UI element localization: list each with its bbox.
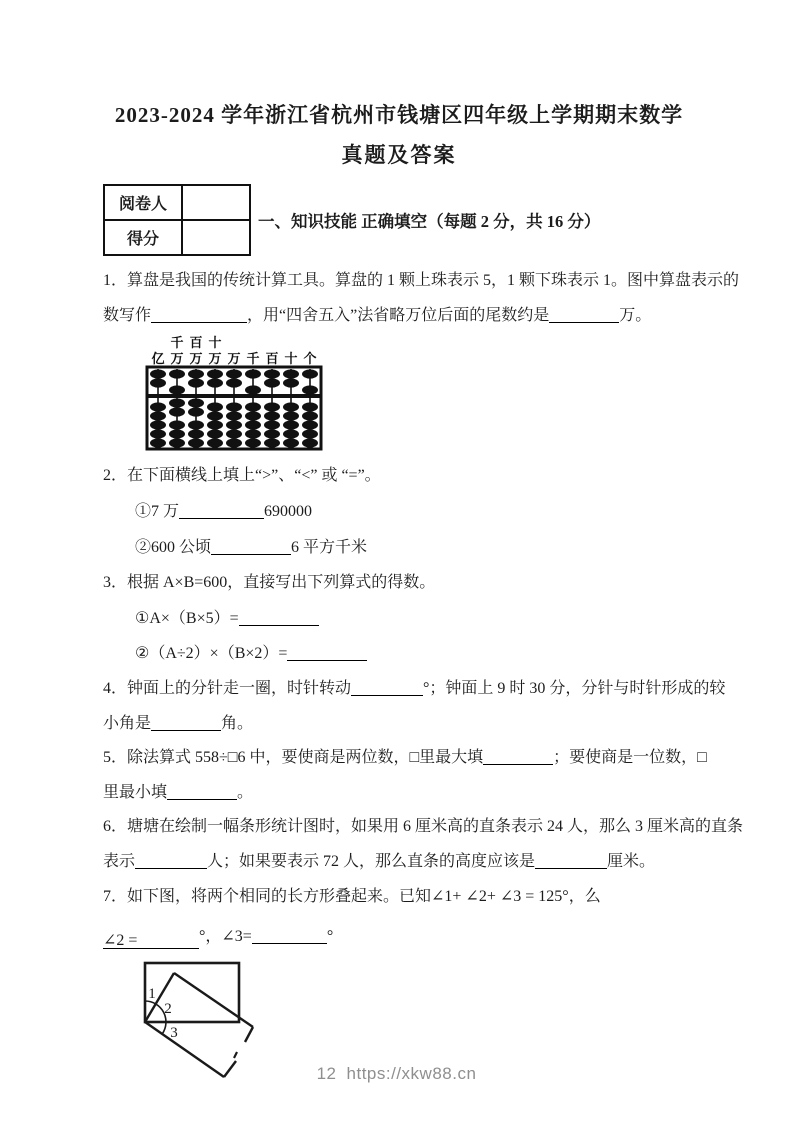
question-7-line-2 xyxy=(103,926,695,949)
q4-text: 角。 xyxy=(221,715,254,732)
abacus-bead xyxy=(264,420,280,429)
abacus-bead xyxy=(302,420,318,429)
abacus-bead xyxy=(264,438,280,447)
abacus-bead xyxy=(169,429,185,438)
abacus-column-label: 万 xyxy=(227,351,241,366)
abacus-bead xyxy=(150,420,166,429)
abacus-column-label: 个 xyxy=(303,351,317,366)
answer-blank xyxy=(179,502,264,519)
abacus-bead xyxy=(283,369,299,378)
abacus-bead xyxy=(264,402,280,411)
abacus-bead xyxy=(188,398,204,407)
answer-blank xyxy=(351,679,423,696)
answer-blank xyxy=(535,852,607,869)
abacus-bead xyxy=(169,420,185,429)
question-4-line-2 xyxy=(103,713,695,735)
abacus-bead xyxy=(264,378,280,387)
abacus-bead xyxy=(226,378,242,387)
abacus-bead xyxy=(207,438,223,447)
abacus-bead xyxy=(264,369,280,378)
q3-text: ②（A÷2）×（B×2）= xyxy=(135,645,288,662)
abacus-bead xyxy=(207,420,223,429)
abacus-column-label: 百 xyxy=(189,335,203,350)
answer-blank xyxy=(151,306,247,323)
abacus-bead xyxy=(207,429,223,438)
grader-label-cell: 阅卷人 xyxy=(104,185,182,220)
abacus-bead xyxy=(226,402,242,411)
abacus-bead xyxy=(150,369,166,378)
answer-blank xyxy=(287,644,367,661)
abacus-bead xyxy=(150,438,166,447)
abacus-column-label: 亿 xyxy=(151,351,165,366)
abacus-bead xyxy=(302,438,318,447)
angle-label-3: 3 xyxy=(170,1025,178,1041)
abacus-bead xyxy=(188,407,204,416)
abacus-column-label: 百 xyxy=(265,351,279,366)
abacus-column-label: 万 xyxy=(189,351,203,366)
q2-text: 6 平方千米 xyxy=(291,539,368,556)
question-1-line-2 xyxy=(103,305,695,327)
abacus-bead xyxy=(302,429,318,438)
q2-text: ②600 公顷 xyxy=(135,539,212,556)
q1-text: 万。 xyxy=(619,307,652,324)
answer-blank xyxy=(211,538,291,555)
abacus-bead xyxy=(245,385,261,394)
abacus-column-label: 千 xyxy=(246,351,260,366)
abacus-bead xyxy=(188,369,204,378)
q5-text: 。 xyxy=(237,784,254,801)
answer-blank-with-label xyxy=(103,930,199,949)
q4-text: 4．钟面上的分针走一圈，时针转动 xyxy=(103,680,352,697)
question-2-item-2 xyxy=(135,537,695,559)
q1-text: ，用“四舍五入”法省略万位后面的尾数约是 xyxy=(247,307,550,324)
abacus-bead xyxy=(226,411,242,420)
q6-text: 人；如果要表示 72 人，那么直条的高度应该是 xyxy=(207,853,536,870)
q6-text: 表示 xyxy=(103,853,136,870)
answer-blank xyxy=(483,748,553,765)
abacus-bead xyxy=(169,438,185,447)
tilted-edge xyxy=(174,973,253,1027)
question-5-line-1 xyxy=(103,747,707,769)
q7-text: °，∠3= xyxy=(199,928,252,945)
abacus-bead xyxy=(207,411,223,420)
abacus-bead xyxy=(169,407,185,416)
answer-blank xyxy=(239,609,319,626)
abacus-bead xyxy=(150,378,166,387)
table-row xyxy=(104,220,250,255)
question-7-line-1: 7．如下图，将两个相同的长方形叠起来。已知∠1+ ∠2+ ∠3 = 125°，么 xyxy=(103,888,601,905)
abacus-bead xyxy=(150,402,166,411)
abacus-bead xyxy=(207,369,223,378)
abacus-bead xyxy=(245,402,261,411)
question-3-item-2 xyxy=(135,643,695,665)
abacus-column-label: 十 xyxy=(284,351,298,366)
abacus-bead xyxy=(283,420,299,429)
section-1-heading: 一、知识技能 正确填空（每题 2 分，共 16 分） xyxy=(258,212,601,231)
abacus-bead xyxy=(169,398,185,407)
page-number: 12 xyxy=(316,1064,337,1083)
abacus-bead xyxy=(188,438,204,447)
abacus-bead xyxy=(302,369,318,378)
abacus-bead xyxy=(207,402,223,411)
question-2-line-1: 2．在下面横线上填上“>”、“<” 或 “=”。 xyxy=(103,467,381,484)
q2-text: ①7 万 xyxy=(135,503,180,520)
abacus-bead xyxy=(264,411,280,420)
abacus-column-label: 千 xyxy=(170,335,184,350)
question-2-item-1 xyxy=(135,501,695,523)
q7-text: ° xyxy=(326,928,334,945)
question-6-line-2 xyxy=(103,851,695,873)
exam-title-line1: 2023-2024 学年浙江省杭州市钱塘区四年级上学期期末数学 xyxy=(114,103,684,127)
abacus-bead xyxy=(245,429,261,438)
question-1-line-1: 1．算盘是我国的传统计算工具。算盘的 1 颗上珠表示 5，1 颗下珠表示 1。图中算盘表示的 xyxy=(103,272,740,289)
grading-header xyxy=(103,184,695,256)
question-3-line-1: 3．根据 A×B=600，直接写出下列算式的得数。 xyxy=(103,574,436,591)
abacus-bead xyxy=(169,369,185,378)
table-row xyxy=(104,185,250,220)
abacus-bead xyxy=(283,402,299,411)
overlapping-rectangles-figure xyxy=(140,955,695,1120)
angle-label-2: 2 xyxy=(164,1001,172,1017)
rectangle-outline xyxy=(145,963,239,1022)
abacus-bead xyxy=(188,420,204,429)
abacus-bead xyxy=(302,385,318,394)
q4-text: 小角是 xyxy=(103,715,152,732)
page-footer xyxy=(0,1064,793,1084)
abacus-column-label: 万 xyxy=(170,351,184,366)
score-value-cell xyxy=(182,220,250,255)
grader-value-cell xyxy=(182,185,250,220)
answer-blank xyxy=(252,927,327,944)
abacus-bead xyxy=(226,438,242,447)
grading-table xyxy=(103,184,251,256)
answer-blank xyxy=(135,852,207,869)
abacus-bead xyxy=(245,438,261,447)
answer-blank xyxy=(549,306,619,323)
abacus-bead xyxy=(226,429,242,438)
abacus-bead xyxy=(188,378,204,387)
abacus-bead xyxy=(169,385,185,394)
abacus-bead xyxy=(283,411,299,420)
abacus-bead xyxy=(264,429,280,438)
broken-edge-tick xyxy=(234,1052,237,1058)
question-3-item-1 xyxy=(135,608,695,630)
answer-blank xyxy=(151,714,221,731)
abacus-bead xyxy=(226,369,242,378)
question-5-line-2 xyxy=(103,782,695,804)
question-4-line-1 xyxy=(103,678,726,700)
abacus-bead xyxy=(150,411,166,420)
abacus-bead xyxy=(207,378,223,387)
q4-text: °；钟面上 9 时 30 分，分针与时针形成的较 xyxy=(423,680,726,697)
abacus-bead xyxy=(245,369,261,378)
score-label-cell: 得分 xyxy=(104,220,182,255)
abacus-bead xyxy=(245,411,261,420)
watermark-url: https://xkw88.cn xyxy=(346,1064,477,1083)
q2-text: 690000 xyxy=(264,503,313,520)
abacus-bead xyxy=(226,420,242,429)
q6-text: 厘米。 xyxy=(607,853,656,870)
abacus-bead xyxy=(188,429,204,438)
abacus-column-label: 十 xyxy=(208,335,222,350)
q3-text: ①A×（B×5）= xyxy=(135,610,239,627)
abacus-bead xyxy=(302,411,318,420)
q5-text: 5．除法算式 558÷□6 中，要使商是两位数，□里最大填 xyxy=(103,749,484,766)
abacus-column-label: 万 xyxy=(208,351,222,366)
answer-blank xyxy=(167,783,237,800)
exam-title-line2: 真题及答案 xyxy=(341,143,457,167)
angle-label-1: 1 xyxy=(148,986,156,1002)
question-6-line-1: 6．塘塘在绘制一幅条形统计图时，如果用 6 厘米高的直条表示 24 人，那么 3 厘米高的直条 xyxy=(103,818,744,835)
abacus-svg xyxy=(145,333,323,451)
figure-svg xyxy=(140,955,340,1120)
abacus-bead xyxy=(245,420,261,429)
abacus-bead xyxy=(283,438,299,447)
abacus-figure xyxy=(145,333,695,451)
abacus-bead xyxy=(150,429,166,438)
q7-text: ∠2 = xyxy=(103,932,138,949)
abacus-bead xyxy=(283,429,299,438)
q1-text: 数写作 xyxy=(103,307,152,324)
abacus-bead xyxy=(283,378,299,387)
abacus-bead xyxy=(302,402,318,411)
q5-text: ；要使商是一位数，□ xyxy=(553,749,707,766)
tilted-edge xyxy=(245,1027,253,1042)
q5-text: 里最小填 xyxy=(103,784,168,801)
